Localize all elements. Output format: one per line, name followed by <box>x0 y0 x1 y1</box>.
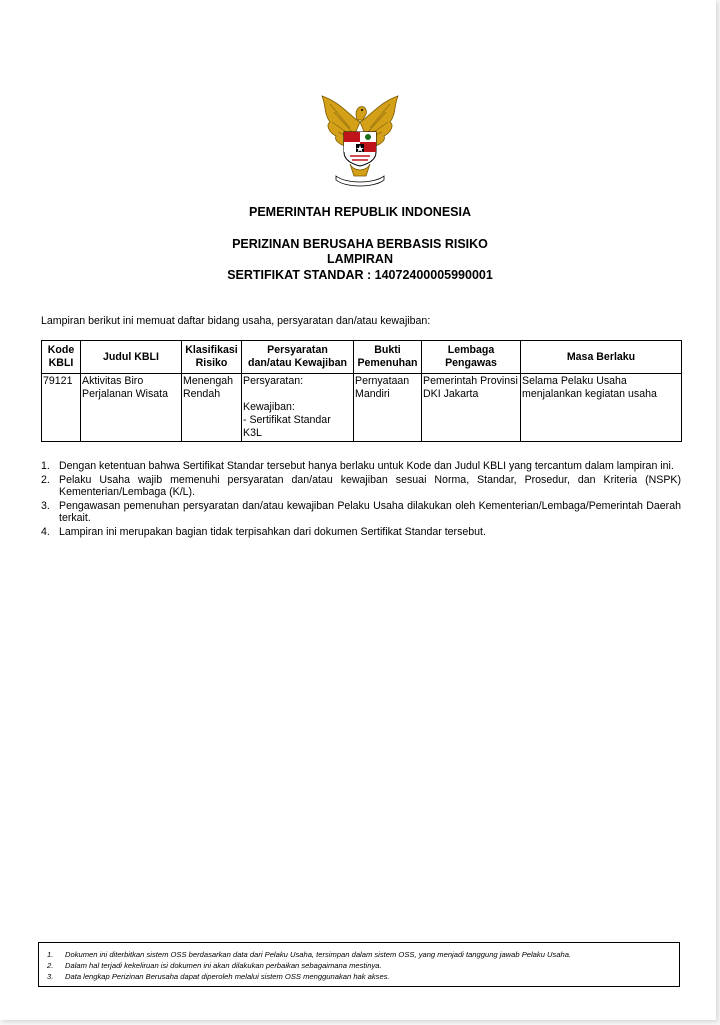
cell-klasifikasi: Menengah Rendah <box>182 374 242 442</box>
cell-masa: Selama Pelaku Usaha menjalankan kegiatan usaha <box>521 374 682 442</box>
col-header-judul: Judul KBLI <box>81 341 182 374</box>
col-header-masa: Masa Berlaku <box>521 341 682 374</box>
intro-text: Lampiran berikut ini memuat daftar bidang usaha, persyaratan dan/atau kewajiban: <box>41 315 431 327</box>
document-title: PERIZINAN BERUSAHA BERBASIS RISIKO <box>232 237 488 251</box>
col-header-bukti: Bukti Pemenuhan <box>354 341 422 374</box>
cell-lembaga: Pemerintah Provinsi DKI Jakarta <box>422 374 521 442</box>
list-item: 3. Pengawasan pemenuhan persyaratan dan/atau kewajiban Pelaku Usaha dilakukan oleh Kementerian/Lembaga/Pemerintah Daerah terkait. <box>41 499 681 524</box>
cell-judul: Aktivitas Biro Perjalanan Wisata <box>81 374 182 442</box>
list-item: 4. Lampiran ini merupakan bagian tidak terpisahkan dari dokumen Sertifikat Standar tersebut. <box>41 525 486 538</box>
notes-list <box>41 460 681 539</box>
footnote: 3. Data lengkap Perizinan Berusaha dapat diperoleh melalui sistem OSS menggunakan hak akses. <box>47 972 390 981</box>
kbli-table <box>41 340 682 442</box>
footnote: 2. Dalam hal terjadi kekeliruan isi dokumen ini akan dilakukan perbaikan sebagaimana mestinya. <box>47 961 382 970</box>
list-item: 1. Dengan ketentuan bahwa Sertifikat Standar tersebut hanya berlaku untuk Kode dan Judul KBLI yang tercantum dalam lampiran ini. <box>41 460 674 472</box>
cell-kode: 79121 <box>42 374 81 442</box>
footnote: 1. Dokumen ini diterbitkan sistem OSS berdasarkan data dari Pelaku Usaha, tersimpan dalam sistem OSS, yang menjadi tanggung jawab Pelaku Usaha. <box>47 950 572 959</box>
col-header-kode: Kode KBLI <box>42 341 81 374</box>
col-header-lembaga: Lembaga Pengawas <box>422 341 521 374</box>
col-header-klasifikasi: Klasifikasi Risiko <box>182 341 242 374</box>
certificate-number: SERTIFIKAT STANDAR : 14072400005990001 <box>227 268 493 282</box>
list-item: 2. Pelaku Usaha wajib memenuhi persyaratan dan/atau kewajiban sesuai Norma, Standar, Prosedur, dan Kriteria (NSPK) Kementerian/Lembaga (K/L). <box>41 473 681 498</box>
table-row <box>42 374 682 442</box>
cell-bukti: Pernyataan Mandiri <box>354 374 422 442</box>
col-header-persyaratan: Persyaratan dan/atau Kewajiban <box>242 341 354 374</box>
footer-disclaimer <box>38 942 680 987</box>
government-heading: PEMERINTAH REPUBLIK INDONESIA <box>248 205 471 219</box>
table-header-row <box>42 341 682 374</box>
cell-persyaratan: Persyaratan: Kewajiban: - Sertifikat Standar K3L <box>242 374 354 442</box>
document-subtitle: LAMPIRAN <box>327 252 393 266</box>
garuda-emblem-icon <box>310 92 410 188</box>
